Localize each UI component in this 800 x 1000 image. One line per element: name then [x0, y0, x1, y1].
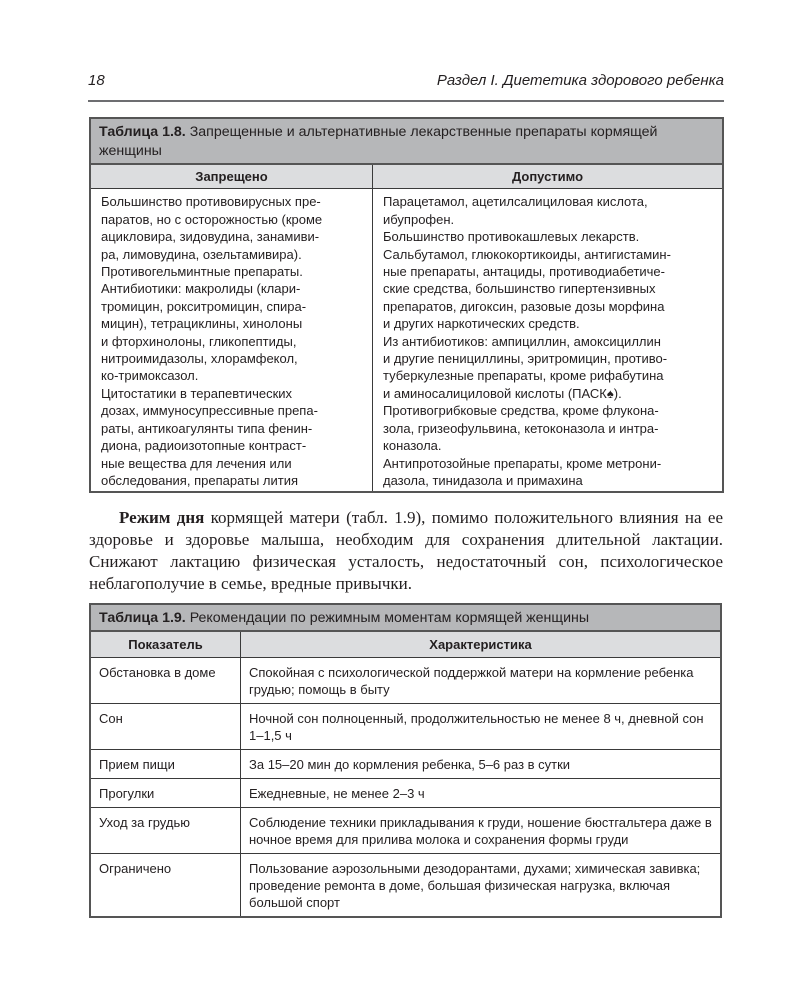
forbidden-cell — [90, 189, 373, 492]
cell-line: Противогельминтные препараты. — [101, 264, 303, 280]
table-caption-label: Таблица 1.8. — [99, 124, 186, 140]
cell-line: и других наркотических средств. — [383, 316, 580, 332]
page-number: 18 — [88, 72, 105, 89]
cell-line: зола, гризеофульвина, кетоконазола и интра- — [383, 420, 659, 436]
table-row — [90, 658, 721, 704]
table-row — [90, 808, 721, 854]
table-caption-text: Рекомендации по режимным моментам кормящей женщины — [185, 610, 590, 626]
cell-line: ибупрофен. — [383, 211, 455, 227]
table-caption-text: Запрещенные и альтернативные лекарственные препараты кормящей женщины — [99, 124, 658, 159]
paragraph-lead: Режим дня — [119, 508, 205, 527]
indicator-cell: Обстановка в доме — [90, 658, 241, 704]
allowed-cell — [373, 189, 724, 492]
section-title: Раздел I. Диететика здорового ребенка — [436, 72, 724, 89]
cell-line: и фторхинолоны, гликопептиды, — [101, 333, 297, 349]
indicator-cell: Ограничено — [90, 854, 241, 918]
cell-line: паратов, но с осторожностью (кроме — [101, 211, 323, 227]
running-header — [88, 68, 724, 92]
cell-line: коназола. — [383, 438, 442, 454]
table-caption — [90, 118, 723, 164]
cell-line: Антипротозойные препараты, кроме метрони- — [383, 455, 662, 471]
cell-line: тромицин, рокситромицин, спира- — [101, 298, 307, 314]
cell-line: ко-тримоксазол. — [101, 368, 199, 384]
indicator-cell: Уход за грудью — [90, 808, 241, 854]
cell-line: Сальбутамол, глюкокортикоиды, антигистамин- — [383, 246, 671, 262]
cell-line: ные вещества для лечения или — [101, 455, 292, 471]
column-header-forbidden: Запрещено — [90, 164, 373, 189]
cell-line: дазола, тинидазола и примахина — [383, 472, 583, 488]
cell-line: ацикловира, зидовудина, занамиви- — [101, 229, 320, 245]
description-cell: Соблюдение техники прикладывания к груди, ношение бюстгальтера даже в ночное время для прилива молока и сохранения формы груди — [241, 808, 722, 854]
cell-line: препаратов, дигоксин, разовые дозы морфина — [383, 298, 665, 314]
description-cell: Ежедневные, не менее 2–3 ч — [241, 779, 722, 808]
column-header-characteristic: Характеристика — [241, 631, 722, 658]
cell-line: диона, радиоизотопные контраст- — [101, 438, 307, 454]
table-caption — [90, 604, 721, 631]
cell-line: ские средства, большинство гипертензивных — [383, 281, 656, 297]
description-cell: Пользование аэрозольными дезодорантами, духами; химическая завивка; проведение ремонта в доме, большая физическая нагрузка, включая большой спорт — [241, 854, 722, 918]
indicator-cell: Сон — [90, 704, 241, 750]
cell-line: Противогрибковые средства, кроме флукона- — [383, 403, 659, 419]
cell-line: Парацетамол, ацетилсалициловая кислота, — [383, 194, 648, 210]
indicator-cell: Прием пищи — [90, 750, 241, 779]
column-header-allowed: Допустимо — [373, 164, 724, 189]
body-paragraph — [89, 507, 723, 595]
cell-line: раты, антикоагулянты типа фенин- — [101, 420, 313, 436]
cell-line: Из антибиотиков: ампициллин, амоксициллин — [383, 333, 661, 349]
cell-line: Антибиотики: макролиды (клари- — [101, 281, 301, 297]
cell-line: Большинство противокашлевых лекарств. — [383, 229, 640, 245]
cell-line: Цитостатики в терапевтических — [101, 385, 293, 401]
cell-line: и аминосалициловой кислоты (ПАСК♠). — [383, 385, 622, 401]
header-rule — [88, 100, 724, 102]
description-cell: За 15–20 мин до кормления ребенка, 5–6 раз в сутки — [241, 750, 722, 779]
cell-line: мицин), тетрациклины, хинолоны — [101, 316, 303, 332]
cell-line: дозах, иммуносупрессивные препа- — [101, 403, 318, 419]
table-row — [90, 779, 721, 808]
table-row — [90, 854, 721, 918]
cell-line: ные препараты, антациды, противодиабетиче- — [383, 264, 665, 280]
table-caption-label: Таблица 1.9. — [99, 610, 186, 626]
cell-line: туберкулезные препараты, кроме рифабутина — [383, 368, 664, 384]
table-1-9 — [89, 603, 722, 918]
cell-line: нитроимидазолы, хлорамфекол, — [101, 351, 298, 367]
description-cell: Ночной сон полноценный, продолжительностью не менее 8 ч, дневной сон 1–1,5 ч — [241, 704, 722, 750]
cell-line: обследования, препараты лития — [101, 472, 299, 488]
column-header-indicator: Показатель — [90, 631, 241, 658]
table-row — [90, 750, 721, 779]
paragraph-text: кормящей матери (табл. 1.9), помимо положительного влияния на ее здоровье и здоровье малыша, необходим для сохранения длительной лактации. Снижают лактацию физическая усталость, недостаточный сон, психологическое неблагополучие в семье, вредные привычки. — [89, 508, 723, 593]
table-row — [90, 704, 721, 750]
cell-line: ра, лимовудина, озельтамивира). — [101, 246, 302, 262]
description-cell: Спокойная с психологической поддержкой матери на кормление ребенка грудью; помощь в быту — [241, 658, 722, 704]
indicator-cell: Прогулки — [90, 779, 241, 808]
cell-line: и другие пенициллины, эритромицин, противо- — [383, 351, 668, 367]
cell-line: Большинство противовирусных пре- — [101, 194, 321, 210]
table-1-8 — [89, 117, 724, 493]
